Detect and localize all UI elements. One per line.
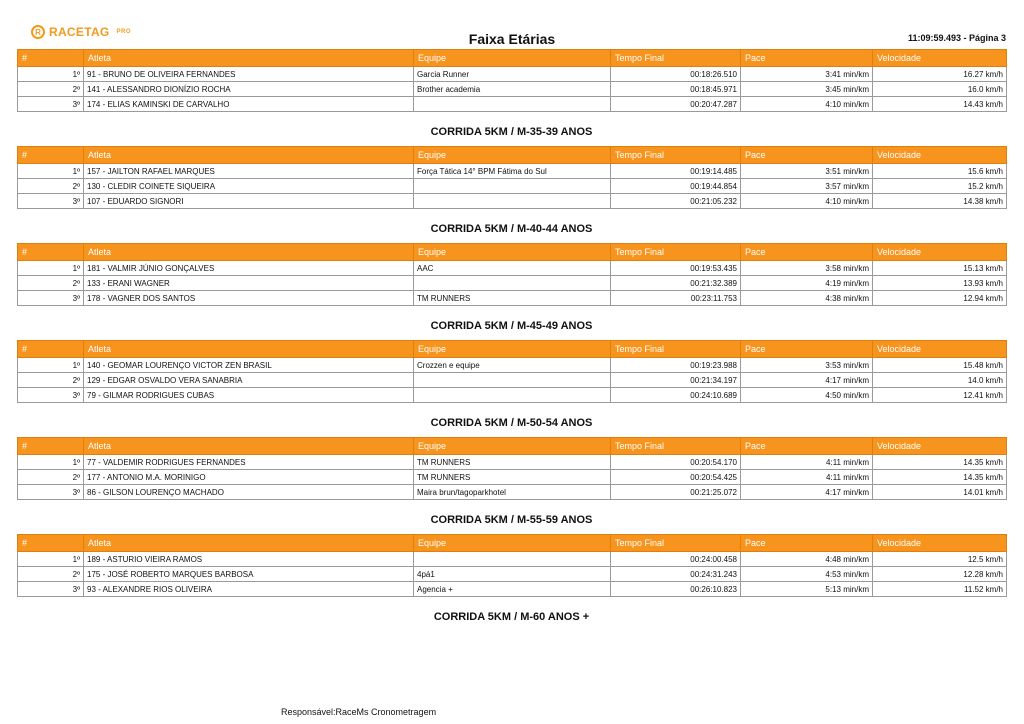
category-block [17, 49, 1006, 112]
cell-vel: 14.43 km/h [873, 97, 1007, 112]
cell-pos: 3º [18, 194, 84, 209]
column-header: Equipe [414, 147, 611, 164]
category-title: CORRIDA 5KM / M-35-39 ANOS [430, 126, 593, 138]
column-header: Pace [741, 50, 873, 67]
table-row [18, 358, 1007, 373]
table-row [18, 485, 1007, 500]
cell-atleta: 133 - ERANI WAGNER [84, 276, 414, 291]
cell-vel: 12.94 km/h [873, 291, 1007, 306]
table-header-row [18, 535, 1007, 552]
cell-atleta: 189 - ASTURIO VIEIRA RAMOS [84, 552, 414, 567]
column-header: Atleta [84, 341, 414, 358]
cell-pos: 1º [18, 552, 84, 567]
cell-vel: 16.27 km/h [873, 67, 1007, 82]
cell-vel: 12.41 km/h [873, 388, 1007, 403]
column-header: Pace [741, 147, 873, 164]
column-header: Velocidade [873, 535, 1007, 552]
cell-pos: 2º [18, 373, 84, 388]
table-row [18, 291, 1007, 306]
cell-equipe [414, 276, 611, 291]
cell-vel: 14.35 km/h [873, 455, 1007, 470]
cell-atleta: 175 - JOSÉ ROBERTO MARQUES BARBOSA [84, 567, 414, 582]
table-header-row [18, 341, 1007, 358]
cell-pace: 4:53 min/km [741, 567, 873, 582]
cell-vel: 13.93 km/h [873, 276, 1007, 291]
cell-tempo: 00:18:45.971 [611, 82, 741, 97]
cell-tempo: 00:21:34.197 [611, 373, 741, 388]
cell-equipe [414, 194, 611, 209]
cell-atleta: 129 - EDGAR OSVALDO VERA SANABRIA [84, 373, 414, 388]
table-row [18, 67, 1007, 82]
cell-equipe: Força Tática 14° BPM Fátima do Sul [414, 164, 611, 179]
cell-tempo: 00:20:47.287 [611, 97, 741, 112]
cell-tempo: 00:23:11.753 [611, 291, 741, 306]
column-header: Pace [741, 535, 873, 552]
category-block [17, 319, 1006, 403]
cell-pace: 3:57 min/km [741, 179, 873, 194]
cell-pace: 4:11 min/km [741, 470, 873, 485]
column-header: # [18, 438, 84, 455]
cell-vel: 15.13 km/h [873, 261, 1007, 276]
cell-pace: 4:11 min/km [741, 455, 873, 470]
cell-pos: 1º [18, 358, 84, 373]
results-table [17, 146, 1007, 209]
column-header: Tempo Final [611, 535, 741, 552]
cell-tempo: 00:21:32.389 [611, 276, 741, 291]
racetag-logo-icon: R [31, 25, 45, 39]
cell-vel: 15.48 km/h [873, 358, 1007, 373]
table-row [18, 276, 1007, 291]
cell-tempo: 00:19:23.988 [611, 358, 741, 373]
cell-tempo: 00:19:44.854 [611, 179, 741, 194]
cell-pos: 2º [18, 470, 84, 485]
column-header: Equipe [414, 438, 611, 455]
column-header: Velocidade [873, 147, 1007, 164]
cell-pace: 4:10 min/km [741, 97, 873, 112]
cell-pace: 4:38 min/km [741, 291, 873, 306]
table-row [18, 373, 1007, 388]
category-title: CORRIDA 5KM / M-50-54 ANOS [430, 417, 593, 429]
page-title: Faixa Etárias [468, 31, 556, 47]
table-header-row [18, 244, 1007, 261]
cell-vel: 16.0 km/h [873, 82, 1007, 97]
cell-tempo: 00:24:31.243 [611, 567, 741, 582]
cell-atleta: 130 - CLEDIR COINETE SIQUEIRA [84, 179, 414, 194]
cell-equipe: Maira brun/tagoparkhotel [414, 485, 611, 500]
cell-pos: 3º [18, 291, 84, 306]
category-block [17, 416, 1006, 500]
category-block [17, 513, 1006, 597]
cell-atleta: 107 - EDUARDO SIGNORI [84, 194, 414, 209]
table-row [18, 179, 1007, 194]
cell-atleta: 140 - GEOMAR LOURENÇO VICTOR ZEN BRASIL [84, 358, 414, 373]
column-header: Velocidade [873, 244, 1007, 261]
column-header: Equipe [414, 244, 611, 261]
table-row [18, 582, 1007, 597]
cell-atleta: 91 - BRUNO DE OLIVEIRA FERNANDES [84, 67, 414, 82]
results-table [17, 437, 1007, 500]
cell-tempo: 00:19:53.435 [611, 261, 741, 276]
cell-pace: 3:45 min/km [741, 82, 873, 97]
cell-tempo: 00:20:54.170 [611, 455, 741, 470]
column-header: Pace [741, 244, 873, 261]
cell-equipe: TM RUNNERS [414, 455, 611, 470]
column-header: Equipe [414, 341, 611, 358]
cell-equipe: 4pá1 [414, 567, 611, 582]
cell-atleta: 174 - ELIAS KAMINSKI DE CARVALHO [84, 97, 414, 112]
cell-pos: 3º [18, 485, 84, 500]
cell-equipe [414, 97, 611, 112]
logo-text: RACETAG [49, 25, 110, 39]
column-header: Atleta [84, 50, 414, 67]
cell-pos: 2º [18, 567, 84, 582]
category-title: CORRIDA 5KM / M-60 ANOS + [433, 611, 590, 623]
cell-equipe: TM RUNNERS [414, 470, 611, 485]
column-header: Tempo Final [611, 341, 741, 358]
cell-tempo: 00:24:00.458 [611, 552, 741, 567]
cell-pace: 3:41 min/km [741, 67, 873, 82]
cell-vel: 15.2 km/h [873, 179, 1007, 194]
table-row [18, 82, 1007, 97]
column-header: # [18, 244, 84, 261]
cell-pace: 4:50 min/km [741, 388, 873, 403]
table-row [18, 261, 1007, 276]
table-row [18, 455, 1007, 470]
cell-vel: 12.5 km/h [873, 552, 1007, 567]
cell-vel: 15.6 km/h [873, 164, 1007, 179]
cell-tempo: 00:24:10.689 [611, 388, 741, 403]
footer-responsavel: Responsável:RaceMs Cronometragem [281, 707, 437, 717]
cell-equipe [414, 373, 611, 388]
cell-pace: 4:19 min/km [741, 276, 873, 291]
column-header: Atleta [84, 438, 414, 455]
cell-pos: 2º [18, 179, 84, 194]
column-header: Tempo Final [611, 147, 741, 164]
cell-vel: 12.28 km/h [873, 567, 1007, 582]
table-row [18, 567, 1007, 582]
cell-vel: 11.52 km/h [873, 582, 1007, 597]
cell-pos: 1º [18, 67, 84, 82]
cell-atleta: 86 - GILSON LOURENÇO MACHADO [84, 485, 414, 500]
column-header: Equipe [414, 50, 611, 67]
results-table [17, 49, 1007, 112]
cell-tempo: 00:21:05.232 [611, 194, 741, 209]
table-header-row [18, 50, 1007, 67]
cell-equipe: TM RUNNERS [414, 291, 611, 306]
results-table [17, 534, 1007, 597]
cell-equipe: Crozzen e equipe [414, 358, 611, 373]
table-header-row [18, 147, 1007, 164]
timestamp-page: 11:09:59.493 - Página 3 [907, 33, 1006, 43]
cell-pace: 4:17 min/km [741, 373, 873, 388]
category-block [17, 222, 1006, 306]
cell-pos: 3º [18, 97, 84, 112]
cell-pos: 3º [18, 388, 84, 403]
cell-atleta: 157 - JAILTON RAFAEL MARQUES [84, 164, 414, 179]
cell-equipe [414, 179, 611, 194]
table-row [18, 97, 1007, 112]
cell-pos: 1º [18, 261, 84, 276]
cell-equipe: Garcia Runner [414, 67, 611, 82]
results-table [17, 243, 1007, 306]
category-title: CORRIDA 5KM / M-55-59 ANOS [430, 514, 593, 526]
column-header: Equipe [414, 535, 611, 552]
column-header: # [18, 341, 84, 358]
cell-pace: 4:10 min/km [741, 194, 873, 209]
cell-atleta: 177 - ANTONIO M.A. MORINIGO [84, 470, 414, 485]
column-header: Pace [741, 438, 873, 455]
cell-equipe [414, 552, 611, 567]
column-header: # [18, 147, 84, 164]
column-header: Tempo Final [611, 244, 741, 261]
column-header: Tempo Final [611, 438, 741, 455]
cell-atleta: 178 - VAGNER DOS SANTOS [84, 291, 414, 306]
cell-equipe [414, 388, 611, 403]
cell-tempo: 00:21:25.072 [611, 485, 741, 500]
category-block [17, 125, 1006, 209]
table-row [18, 388, 1007, 403]
cell-pos: 1º [18, 164, 84, 179]
table-row [18, 470, 1007, 485]
column-header: Atleta [84, 244, 414, 261]
column-header: # [18, 535, 84, 552]
cell-vel: 14.01 km/h [873, 485, 1007, 500]
category-title: CORRIDA 5KM / M-45-49 ANOS [430, 320, 593, 332]
cell-pos: 1º [18, 455, 84, 470]
category-title: CORRIDA 5KM / M-40-44 ANOS [430, 223, 593, 235]
cell-vel: 14.35 km/h [873, 470, 1007, 485]
column-header: Atleta [84, 147, 414, 164]
cell-tempo: 00:20:54.425 [611, 470, 741, 485]
column-header: # [18, 50, 84, 67]
table-row [18, 164, 1007, 179]
cell-pos: 2º [18, 276, 84, 291]
cell-atleta: 79 - GILMAR RODRIGUES CUBAS [84, 388, 414, 403]
category-block [17, 610, 1006, 624]
cell-pace: 4:48 min/km [741, 552, 873, 567]
cell-equipe: Brother academia [414, 82, 611, 97]
table-row [18, 552, 1007, 567]
column-header: Pace [741, 341, 873, 358]
results-table [17, 340, 1007, 403]
column-header: Tempo Final [611, 50, 741, 67]
cell-atleta: 181 - VALMIR JÚNIO GONÇALVES [84, 261, 414, 276]
cell-pace: 3:51 min/km [741, 164, 873, 179]
table-header-row [18, 438, 1007, 455]
cell-pace: 3:53 min/km [741, 358, 873, 373]
column-header: Velocidade [873, 438, 1007, 455]
table-row [18, 194, 1007, 209]
results-container [17, 49, 1006, 624]
cell-tempo: 00:19:14.485 [611, 164, 741, 179]
cell-vel: 14.0 km/h [873, 373, 1007, 388]
cell-pos: 3º [18, 582, 84, 597]
cell-tempo: 00:26:10.823 [611, 582, 741, 597]
cell-atleta: 93 - ALEXANDRE RIOS OLIVEIRA [84, 582, 414, 597]
logo-sub: PRO [116, 29, 132, 35]
cell-atleta: 77 - VALDEMIR RODRIGUES FERNANDES [84, 455, 414, 470]
cell-vel: 14.38 km/h [873, 194, 1007, 209]
cell-pos: 2º [18, 82, 84, 97]
cell-pace: 4:17 min/km [741, 485, 873, 500]
column-header: Velocidade [873, 50, 1007, 67]
cell-equipe: AAC [414, 261, 611, 276]
cell-tempo: 00:18:26.510 [611, 67, 741, 82]
column-header: Atleta [84, 535, 414, 552]
cell-pace: 3:58 min/km [741, 261, 873, 276]
cell-atleta: 141 - ALESSANDRO DIONÍZIO ROCHA [84, 82, 414, 97]
cell-equipe: Agencia + [414, 582, 611, 597]
cell-pace: 5:13 min/km [741, 582, 873, 597]
column-header: Velocidade [873, 341, 1007, 358]
